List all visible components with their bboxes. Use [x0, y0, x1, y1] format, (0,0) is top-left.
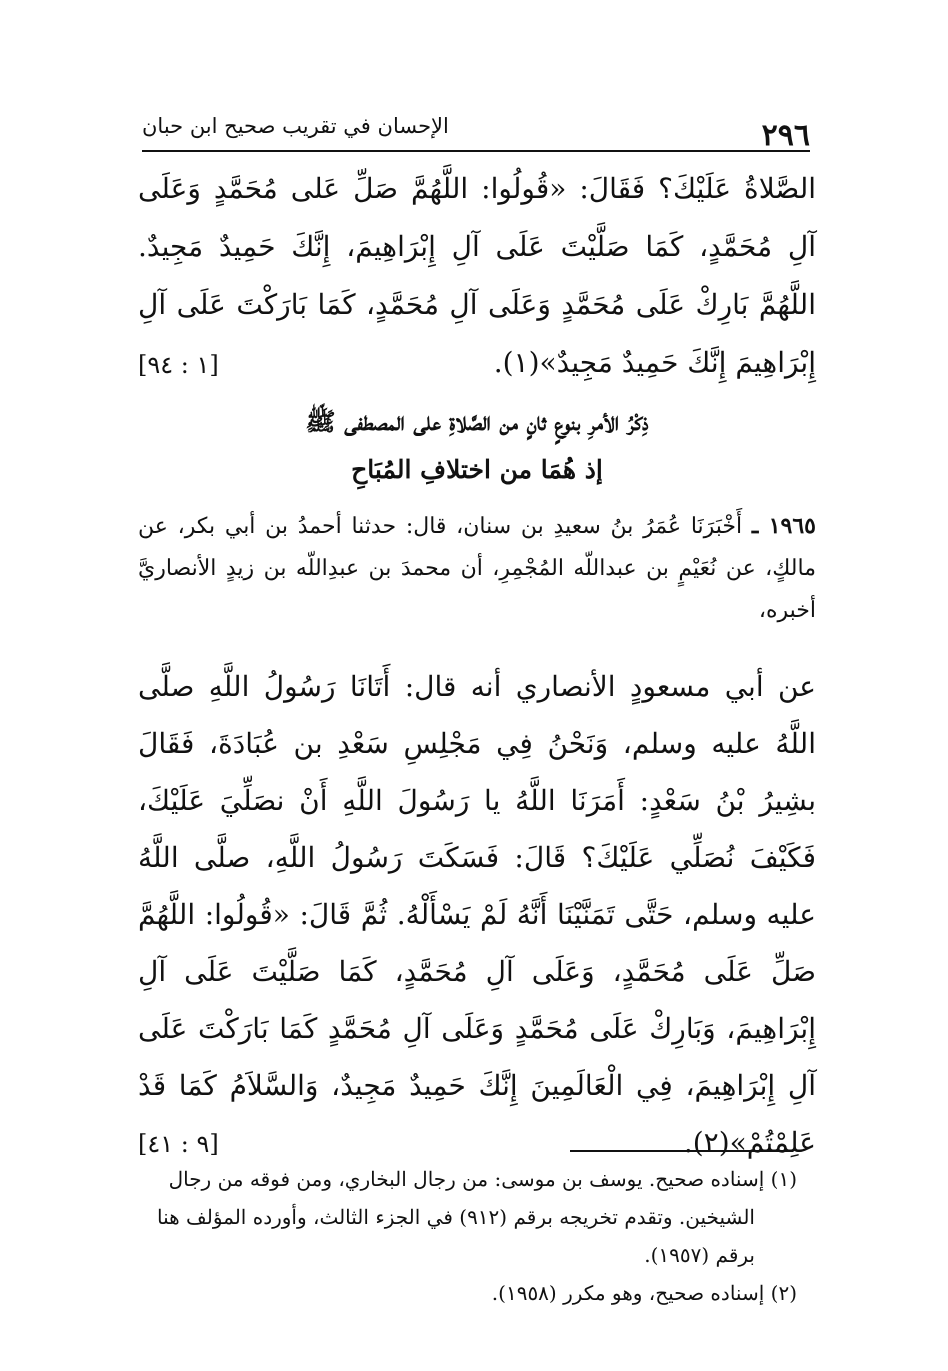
page-header — [142, 112, 810, 152]
chapter-heading-line-2: إذ هُمَا من اختلافِ المُبَاحِ — [351, 455, 603, 484]
isnad-text: أَخْبَرَنَا عُمَرُ بنُ سعيدِ بن سنان، قال: حدثنا أحمدُ بن أبي بكر، عن مالكٍ، عن نُعَيْمٍ بن عبداللّه المُجْمِرِ، أن محمدَ بن عبدِاللّه بن زيدٍ الأنصاريَّ أخبره، — [138, 514, 816, 623]
hadith-isnad — [138, 505, 816, 632]
chapter-heading-line-1: ذِكْرُ الأمرِ بنوعٍ ثانٍ من الصَّلاةِ على المصطفى ﷺ — [305, 407, 649, 436]
hadith-reference: [٩ : ٤١] — [138, 1130, 219, 1158]
chapter-heading — [138, 398, 816, 494]
hadith-reference: [١ : ٩٤] — [138, 351, 219, 379]
footnotes — [142, 1160, 797, 1312]
running-title: الإحسان في تقريب صحيح ابن حبان — [142, 114, 449, 138]
footnote-divider — [570, 1150, 793, 1152]
matn-text: عن أبي مسعودٍ الأنصاري أنه قال: أَتَانَا رَسُولُ اللَّهِ صلَّى اللَّهُ عليه وسلم، وَنَحْنُ فِي مَجْلِسِ سَعْدِ بن عُبَادَةَ، فَقَالَ بشِيرُ بْنُ سَعْدٍ: أَمَرَنَا اللَّهُ يا رَسُولَ اللَّهِ أَنْ نصَلِّيَ عَلَيْكَ، فَكَيْفَ نُصَلِّي عَلَيْكَ؟ قَالَ: فَسَكَتَ رَسُولُ اللَّهِ، صلَّى اللَّهُ عليه وسلم، حَتَّى تَمَنَّيْنَا أَنَّهُ لَمْ يَسْأَلْهُ. ثُمَّ قَالَ: «قُولُوا: اللَّهُمَّ صَلِّ عَلَى مُحَمَّدٍ، وَعَلَى آلِ مُحَمَّدٍ، كَمَا صَلَّيْتَ عَلَى آلِ إِبْرَاهِيمَ، وَبَارِكْ عَلَى مُحَمَّدٍ وَعَلَى آلِ مُحَمَّدٍ كَمَا بَارَكْتَ عَلَى آلِ إِبْرَاهِيمَ، فِي الْعَالَمِينَ إِنَّكَ حَمِيدٌ مَجِيدٌ، وَالسَّلاَمُ كَمَا قَدْ عَلِمْتُمْ»(٢). — [138, 670, 816, 1159]
footnote-1: (١) إسناده صحيح. يوسف بن موسى: من رجال البخاري، ومن فوقه من رجال الشيخين. وتقدم تخريجه برقم (٩١٢) في الجزء الثالث، وأورده المؤلف هنا برقم (١٩٥٧). — [156, 1167, 797, 1267]
continued-hadith-text — [138, 160, 816, 394]
hadith-number: ١٩٦٥ ـ — [751, 513, 816, 539]
continued-hadith-body: الصَّلاةُ عَلَيْكَ؟ فَقَالَ: «قُولُوا: اللَّهُمَّ صَلِّ عَلى مُحَمَّدٍ وَعَلَى آلِ مُحَمَّدٍ، كَمَا صَلَّيْتَ عَلَى آلِ إِبْرَاهِيمَ، إِنَّكَ حَمِيدٌ مَجِيدٌ. اللَّهُمَّ بَارِكْ عَلَى مُحَمَّدٍ وَعَلَى آلِ مُحَمَّدٍ، كَمَا بَارَكْتَ عَلَى آلِ إِبْرَاهِيمَ إِنَّكَ حَمِيدٌ مَجِيدٌ»(١). — [138, 172, 816, 379]
page-number: ٢٩٦ — [761, 118, 810, 153]
footnote-2: (٢) إسناده صحيح، وهو مكرر (١٩٥٨). — [491, 1281, 797, 1305]
hadith-matn — [138, 658, 816, 1173]
